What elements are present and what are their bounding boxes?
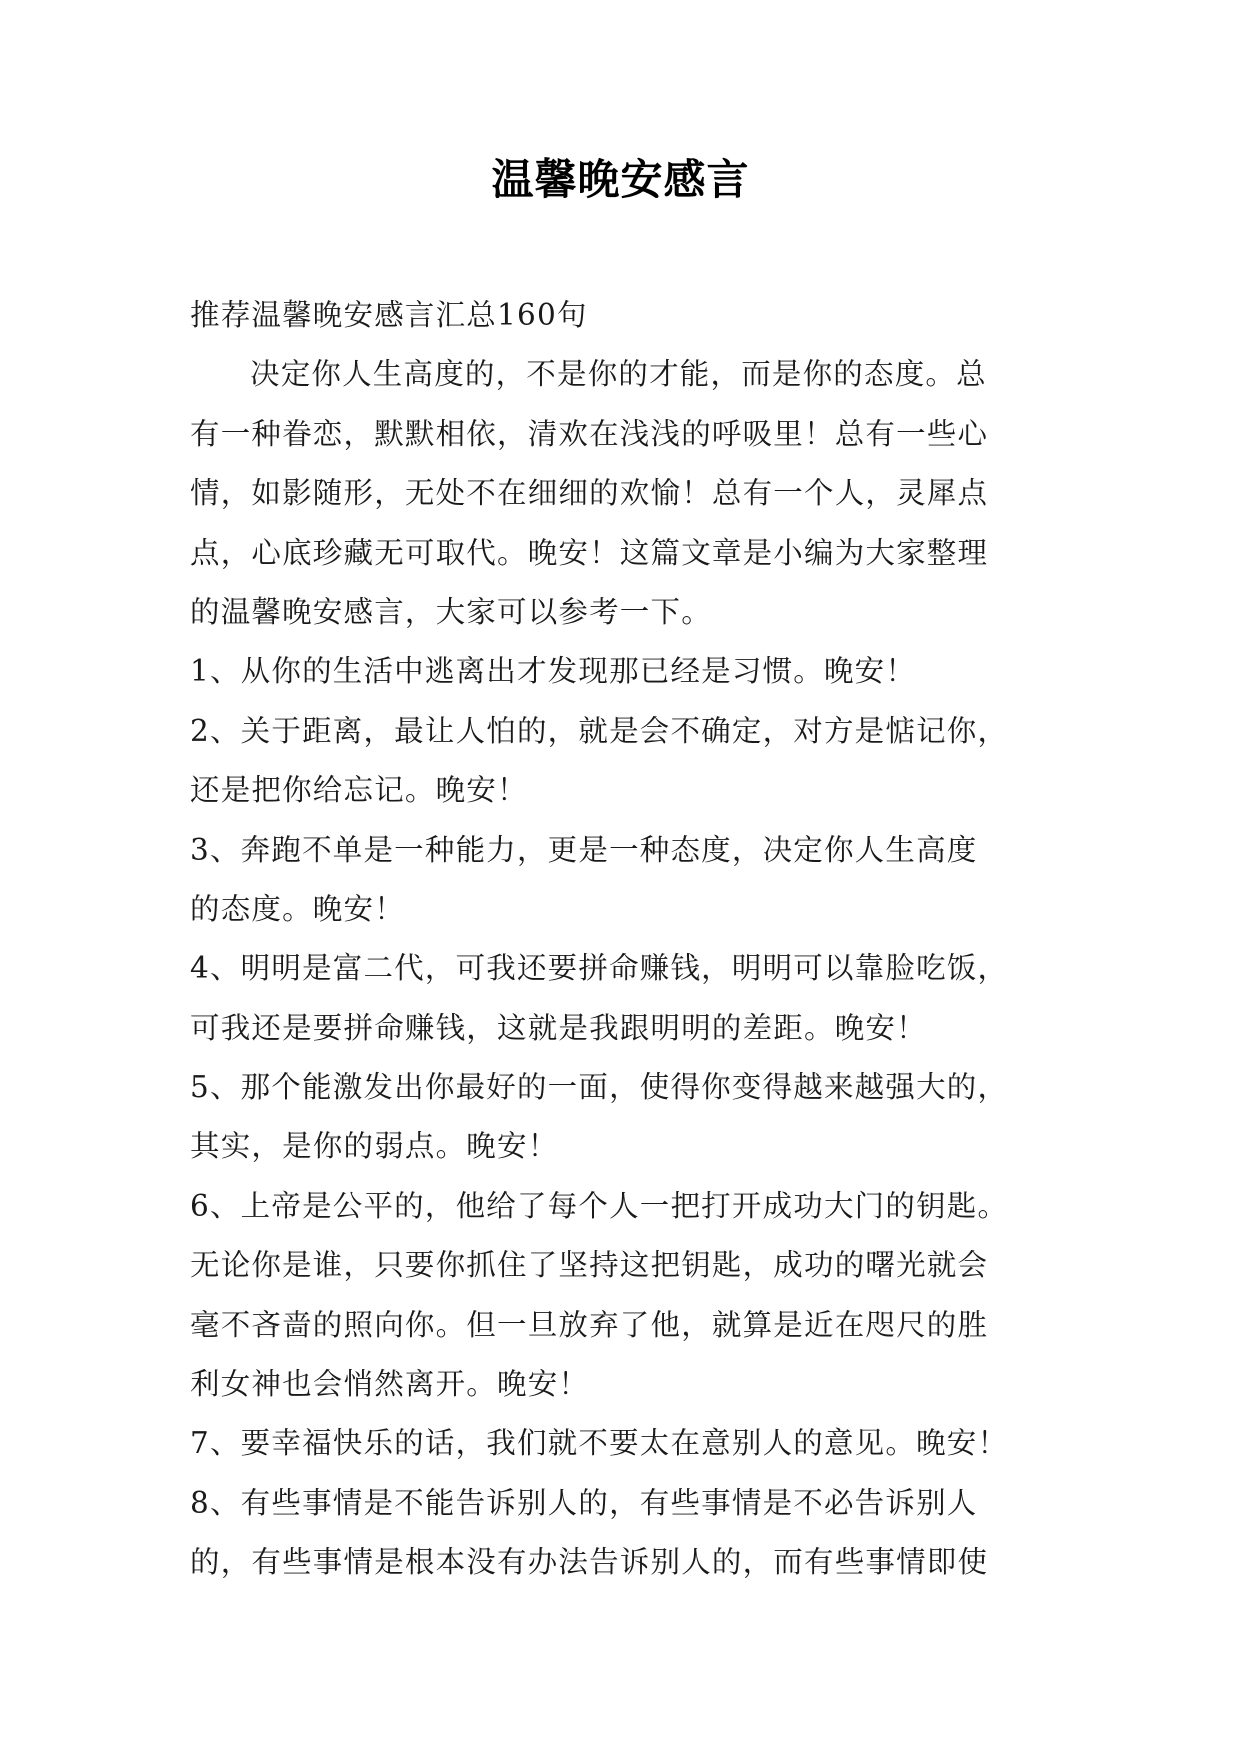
document-title: 温馨晚安感言: [491, 155, 750, 204]
quote-line: 利女神也会悄然离开。晚安！: [190, 1367, 590, 1402]
quote-line: 2、关于距离，最让人怕的，就是会不确定，对方是惦记你，: [190, 713, 1009, 748]
paragraph-line: 有一种眷恋，默默相依，清欢在浅浅的呼吸里！总有一些心: [190, 416, 989, 451]
paragraph-line: 情，如影随形，无处不在细细的欢愉！总有一个人，灵犀点: [190, 476, 989, 511]
paragraph-line: 点，心底珍藏无可取代。晚安！这篇文章是小编为大家整理: [190, 535, 989, 570]
quote-line: 6、上帝是公平的，他给了每个人一把打开成功大门的钥匙。: [190, 1188, 1009, 1223]
quote-line: 其实，是你的弱点。晚安！: [190, 1129, 559, 1164]
intro-line: 推荐温馨晚安感言汇总160句: [190, 298, 588, 332]
quote-line: 可我还是要拼命赚钱，这就是我跟明明的差距。晚安！: [190, 1010, 927, 1045]
quote-line: 无论你是谁，只要你抓住了坚持这把钥匙，成功的曙光就会: [190, 1248, 989, 1283]
quote-line: 7、要幸福快乐的话，我们就不要太在意别人的意见。晚安！: [190, 1426, 1009, 1461]
quote-line: 的，有些事情是根本没有办法告诉别人的，而有些事情即使: [190, 1545, 989, 1580]
quote-line: 1、从你的生活中逃离出才发现那已经是习惯。晚安！: [190, 654, 917, 689]
quote-line: 4、明明是富二代，可我还要拼命赚钱，明明可以靠脸吃饭，: [190, 951, 1009, 986]
quote-line: 还是把你给忘记。晚安！: [190, 773, 528, 808]
quote-line: 3、奔跑不单是一种能力，更是一种态度，决定你人生高度: [190, 832, 978, 867]
quote-line: 毫不吝啬的照向你。但一旦放弃了他，就算是近在咫尺的胜: [190, 1307, 989, 1342]
paragraph-line: 的温馨晚安感言，大家可以参考一下。: [190, 594, 712, 629]
quote-line: 5、那个能激发出你最好的一面，使得你变得越来越强大的，: [190, 1070, 1009, 1105]
quote-line: 的态度。晚安！: [190, 891, 405, 926]
document-body: [190, 286, 1070, 1593]
paragraph-line: 决定你人生高度的，不是你的才能，而是你的态度。总: [250, 357, 987, 392]
quote-line: 8、有些事情是不能告诉别人的，有些事情是不必告诉别人: [190, 1485, 978, 1520]
